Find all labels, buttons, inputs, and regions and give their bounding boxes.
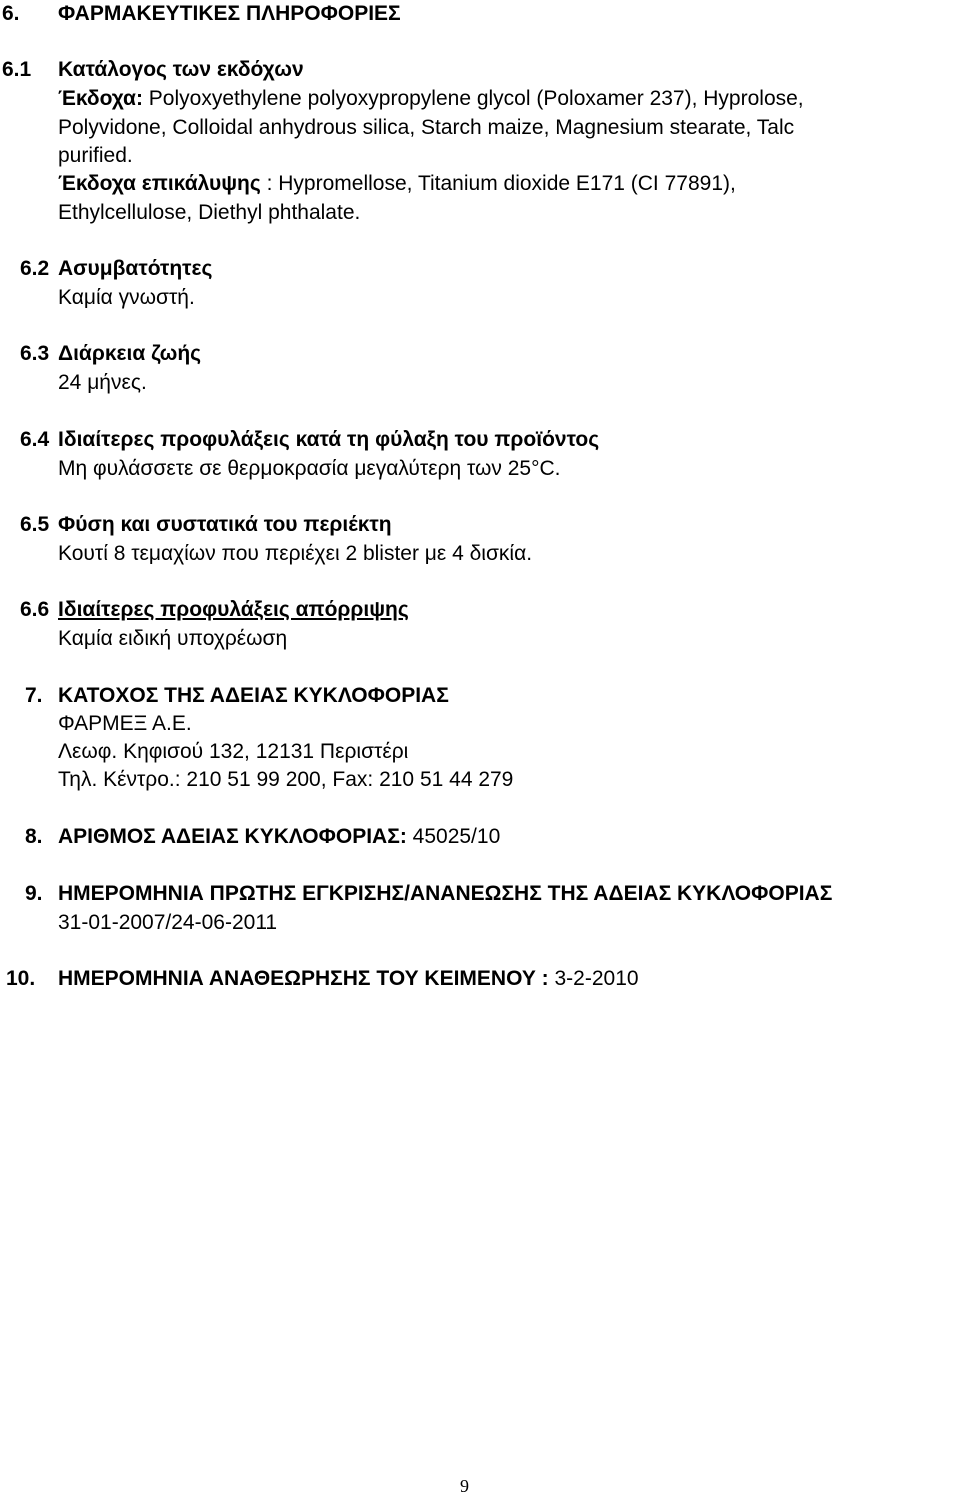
- section-6-2-number: 6.2: [20, 257, 50, 280]
- section-6-title: ΦΑΡΜΑΚΕΥΤΙΚΕΣ ΠΛΗΡΟΦΟΡΙΕΣ: [58, 2, 401, 25]
- section-6-6-number: 6.6: [20, 598, 50, 621]
- section-10-line: [58, 964, 639, 993]
- section-6-6-title: Ιδιαίτερες προφυλάξεις απόρριψης: [58, 598, 409, 621]
- section-6-4-text: Μη φυλάσσετε σε θερμοκρασία μεγαλύτερη των 25°C.: [58, 457, 561, 480]
- coating-line-2: Ethylcellulose, Diethyl phthalate.: [58, 201, 361, 224]
- coating-line-1: [58, 169, 736, 198]
- holder-name: ΦΑΡΜΕΞ Α.Ε.: [58, 712, 192, 735]
- authorisation-dates: 31-01-2007/24-06-2011: [58, 911, 278, 934]
- excipients-text-1: Polyoxyethylene polyoxypropylene glycol (Poloxamer 237), Hyprolose,: [142, 87, 804, 110]
- section-6-2-text: Καμία γνωστή.: [58, 286, 195, 309]
- excipients-line-1: [58, 84, 804, 113]
- excipients-line-2: Polyvidone, Colloidal anhydrous silica, Starch maize, Magnesium stearate, Talc: [58, 116, 795, 139]
- authorisation-number: 45025/10: [406, 825, 501, 848]
- revision-date: 3-2-2010: [548, 967, 639, 990]
- excipients-line-3: purified.: [58, 144, 133, 167]
- coating-label: Έκδοχα επικάλυψης: [58, 172, 261, 195]
- section-6-4-number: 6.4: [20, 428, 50, 451]
- section-10-title: ΗΜΕΡΟΜΗΝΙΑ ΑΝΑΘΕΩΡΗΣΗΣ ΤΟΥ ΚΕΙΜΕΝΟΥ :: [58, 967, 549, 990]
- coating-text-1: : Hypromellose, Titanium dioxide E171 (CI 77891),: [260, 172, 736, 195]
- holder-contact: Τηλ. Κέντρο.: 210 51 99 200, Fax: 210 51 44 279: [58, 768, 514, 791]
- section-8-line: [58, 822, 500, 851]
- section-8-title: ΑΡΙΘΜΟΣ ΑΔΕΙΑΣ ΚΥΚΛΟΦΟΡΙΑΣ:: [58, 825, 407, 848]
- section-6-5-number: 6.5: [20, 513, 50, 536]
- section-6-3-text: 24 μήνες.: [58, 371, 147, 394]
- section-9-title: ΗΜΕΡΟΜΗΝΙΑ ΠΡΩΤΗΣ ΕΓΚΡΙΣΗΣ/ΑΝΑΝΕΩΣΗΣ ΤΗΣ ΑΔΕΙΑΣ ΚΥΚΛΟΦΟΡΙΑΣ: [58, 882, 833, 905]
- section-6-6-text: Καμία ειδική υποχρέωση: [58, 627, 288, 650]
- section-6-4-title: Ιδιαίτερες προφυλάξεις κατά τη φύλαξη του προϊόντος: [58, 428, 600, 451]
- section-6-1-title: Κατάλογος των εκδόχων: [58, 58, 304, 81]
- section-6-1-number: 6.1: [2, 58, 32, 81]
- section-6-number: 6.: [2, 2, 20, 25]
- section-6-2-title: Ασυμβατότητες: [58, 257, 213, 280]
- section-6-3-title: Διάρκεια ζωής: [58, 342, 202, 365]
- section-10-number: 10.: [6, 967, 36, 990]
- section-6-5-title: Φύση και συστατικά του περιέκτη: [58, 513, 392, 536]
- page-number: 9: [460, 1476, 469, 1496]
- excipients-label: Έκδοχα:: [58, 87, 143, 110]
- holder-address: Λεωφ. Κηφισού 132, 12131 Περιστέρι: [58, 740, 409, 763]
- section-7-number: 7.: [25, 684, 43, 707]
- section-7-title: ΚΑΤΟΧΟΣ ΤΗΣ ΑΔΕΙΑΣ ΚΥΚΛΟΦΟΡΙΑΣ: [58, 684, 449, 707]
- section-6-5-text: Κουτί 8 τεμαχίων που περιέχει 2 blister με 4 δισκία.: [58, 542, 533, 565]
- section-8-number: 8.: [25, 825, 43, 848]
- section-9-number: 9.: [25, 882, 43, 905]
- section-6-3-number: 6.3: [20, 342, 50, 365]
